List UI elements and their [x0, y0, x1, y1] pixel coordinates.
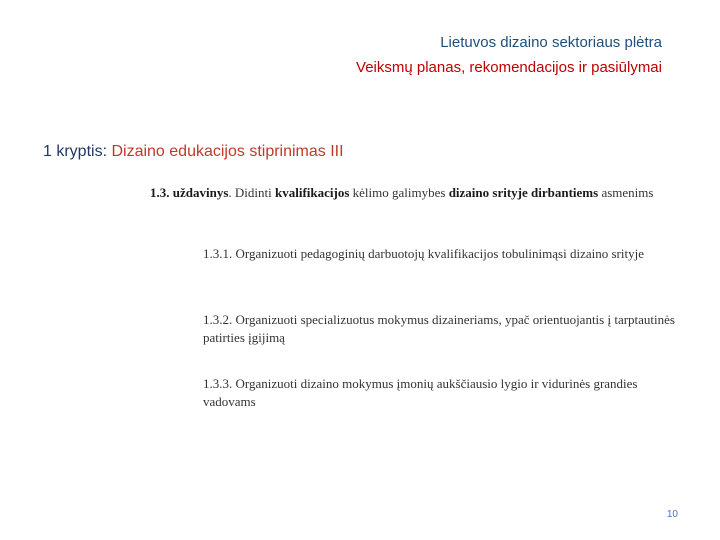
task-text-1: . Didinti: [228, 185, 275, 200]
header-title: Lietuvos dizaino sektoriaus plėtra: [440, 34, 662, 51]
task-bold-1: kvalifikacijos: [274, 185, 350, 200]
header-subtitle: Veiksmų planas, rekomendacijos ir pasiūlymai: [356, 59, 662, 76]
page-number: 10: [666, 509, 678, 520]
task-label: 1.3. uždavinys: [150, 185, 229, 200]
subtask-2: 1.3.2. Organizuoti specializuotus mokymus dizaineriams, ypač orientuojantis į tarptautinės patirties įgijimą: [203, 312, 675, 345]
task-paragraph: [150, 184, 670, 201]
task-text-2: kėlimo galimybes: [349, 185, 449, 200]
slide-header: [356, 30, 662, 80]
subtask-3: 1.3.3. Organizuoti dizaino mokymus įmonių aukščiausio lygio ir vidurinės grandies vadovams: [203, 376, 638, 409]
direction-title: Dizaino edukacijos stiprinimas III: [111, 143, 344, 160]
direction-heading: [43, 141, 344, 163]
task-bold-2: dizaino srityje dirbantiems: [448, 185, 599, 200]
subtask-1: 1.3.1. Organizuoti pedagoginių darbuotojų kvalifikacijos tobulinimąsi dizaino srityje: [203, 246, 644, 261]
direction-prefix: 1 kryptis:: [43, 143, 112, 160]
task-text-3: asmenims: [598, 185, 654, 200]
